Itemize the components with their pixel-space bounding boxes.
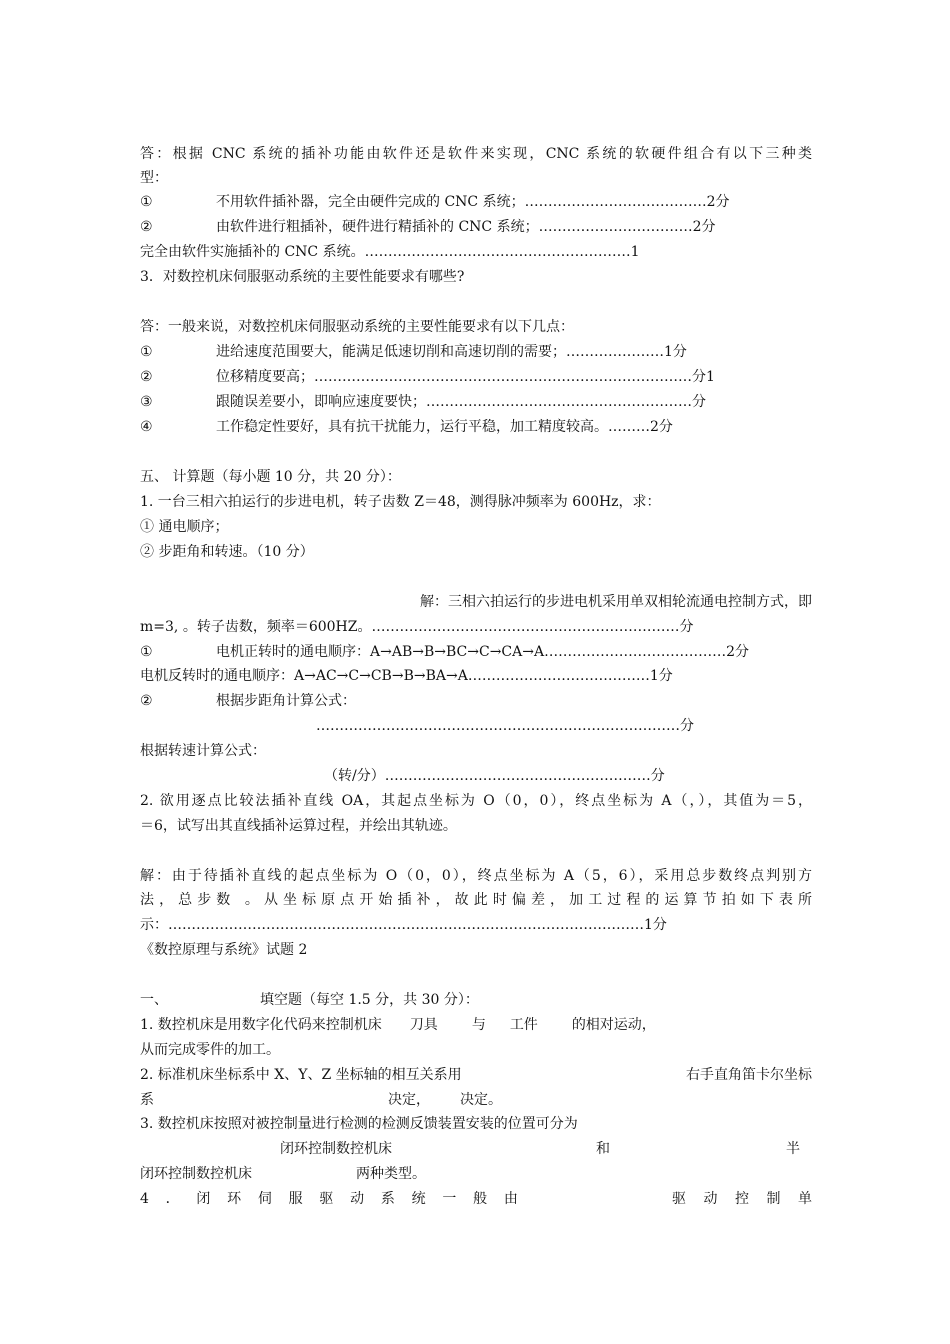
fill-question <box>140 1063 812 1088</box>
char: 统 <box>411 1191 426 1207</box>
char: 伺 <box>257 1191 272 1207</box>
section-heading: 五、 计算题（每小题 10 分，共 20 分）： <box>140 469 401 485</box>
answer-item <box>140 689 812 714</box>
section-number: 一、 <box>140 992 168 1008</box>
question-text: 决定。 <box>460 1092 502 1108</box>
question-line: 1. 一台三相六拍运行的步进电机，转子齿数 Z＝48，测得脉冲频率为 600Hz，求： <box>140 494 661 510</box>
fill-question: 从而完成零件的加工。 <box>140 1042 280 1058</box>
item-text: 电机正转时的通电顺序：A→AB→B→BC→C→CA→A…………………………………2分 <box>216 644 749 660</box>
item-text: 工作稳定性要好，具有抗干扰能力，运行平稳，加工精度较高。………2分 <box>216 419 673 435</box>
question-text: 1. 数控机床是用数字化代码来控制机床 <box>140 1017 382 1033</box>
answer-item <box>140 640 812 665</box>
question-text: 系 <box>140 1092 154 1108</box>
fill-question <box>140 1162 812 1187</box>
question-line: ② 步距角和转速。（10 分） <box>140 544 314 560</box>
question-line: 3．对数控机床伺服驱动系统的主要性能要求有哪些? <box>140 269 465 285</box>
answer-line: 根据转速计算公式： <box>140 743 266 759</box>
char: 由 <box>503 1191 518 1207</box>
question-text: 两种类型。 <box>356 1166 426 1182</box>
item-number: ② <box>140 219 153 235</box>
item-text: 根据步距角计算公式： <box>216 693 356 709</box>
section-heading <box>140 988 812 1013</box>
answer-line: m=3, 。转子齿数，频率＝600HZ。…………………………………………………………分 <box>140 619 694 635</box>
char: 一 <box>442 1191 457 1207</box>
answer-item <box>140 215 812 240</box>
item-number: ② <box>140 369 153 385</box>
char: 闭 <box>196 1191 211 1207</box>
section-title: 填空题（每空 1.5 分，共 30 分）： <box>260 992 479 1008</box>
item-number: ② <box>140 693 153 709</box>
answer-line: 示：…………………………………………………………………………………………1分 <box>140 917 667 933</box>
char: 环 <box>227 1191 242 1207</box>
item-text: 由软件进行粗插补，硬件进行精插补的 CNC 系统；……………………………2分 <box>216 219 716 235</box>
fill-question: 3. 数控机床按照对被控制量进行检测的检测反馈装置安装的位置可分为 <box>140 1116 578 1132</box>
item-number: ③ <box>140 394 153 410</box>
fill-question <box>140 1137 812 1162</box>
item-number: ① <box>140 194 153 210</box>
char: 般 <box>473 1191 488 1207</box>
question-text: 决定， <box>388 1092 430 1108</box>
item-number: ① <box>140 644 153 660</box>
question-text: 的相对运动， <box>571 1017 656 1033</box>
char: 动 <box>350 1191 365 1207</box>
char: 制 <box>766 1191 781 1207</box>
answer-item <box>140 365 812 390</box>
char: ． <box>165 1191 180 1207</box>
answer-blank-spaced <box>672 1187 812 1212</box>
question-line: 2. 欲用逐点比较法插补直线 OA，其起点坐标为 O（0，0），终点坐标为 A（，），其值为＝5， <box>140 793 812 809</box>
fill-question <box>140 1088 812 1113</box>
question-line: ① 通电顺序； <box>140 519 229 535</box>
answer-line: （转/分）…………………………………………………分 <box>324 768 665 784</box>
answer-line: 电机反转时的通电顺序：A→AC→C→CB→B→BA→A…………………………………1分 <box>140 668 673 684</box>
char: 4 <box>140 1191 149 1207</box>
answer-line: 解：由于待插补直线的起点坐标为 O（0，0），终点坐标为 A（5，6），采用总步数终点判别方 <box>140 868 812 884</box>
char: 驱 <box>319 1191 334 1207</box>
question-text: 2. 标准机床坐标系中 X、Y、Z 坐标轴的相互关系用 <box>140 1067 462 1083</box>
question-text: 和 <box>596 1141 610 1157</box>
item-text: 进给速度范围要大，能满足低速切削和高速切削的需要；…………………1分 <box>216 344 687 360</box>
answer-item <box>140 415 812 440</box>
answer-blank: 闭环控制数控机床 <box>140 1166 252 1182</box>
char: 动 <box>703 1191 718 1207</box>
answer-blank: 右手直角笛卡尔坐标 <box>686 1067 812 1083</box>
answer-line: 答：根据 CNC 系统的插补功能由软件还是软件来实现，CNC 系统的软硬件组合有以下三种类 <box>140 146 812 162</box>
exam-title: 《数控原理与系统》试题 2 <box>140 942 308 958</box>
answer-line: 法，总步数 。从坐标原点开始插补，故此时偏差，加工过程的运算节拍如下表所 <box>140 892 812 908</box>
answer-line: 型： <box>140 170 168 186</box>
answer-item <box>140 390 812 415</box>
answer-item <box>140 190 812 215</box>
question-line: ＝6，试写出其直线插补运算过程，并绘出其轨迹。 <box>140 818 457 834</box>
answer-line: 解：三相六拍运行的步进电机采用单双相轮流通电控制方式，即 <box>420 594 812 610</box>
answer-blank: 刀具 <box>409 1017 438 1033</box>
item-text: 不用软件插补器，完全由硬件完成的 CNC 系统；…………………………………2分 <box>216 194 730 210</box>
answer-line: ……………………………………………………………………分 <box>316 718 694 734</box>
char: 驱 <box>672 1191 686 1207</box>
question-text-spaced <box>140 1187 518 1212</box>
answer-line: 完全由软件实施插补的 CNC 系统。…………………………………………………1 <box>140 244 640 260</box>
fill-question <box>140 1187 812 1212</box>
item-text: 跟随误差要小，即响应速度要快；…………………………………………………分 <box>216 394 706 410</box>
char: 系 <box>380 1191 395 1207</box>
item-number: ① <box>140 344 153 360</box>
answer-blank: 工件 <box>509 1017 538 1033</box>
item-number: ④ <box>140 419 153 435</box>
answer-line: 答：一般来说，对数控机床伺服驱动系统的主要性能要求有以下几点： <box>140 319 574 335</box>
item-text: 位移精度要高；………………………………………………………………………分1 <box>216 369 715 385</box>
char: 控 <box>735 1191 749 1207</box>
question-text: 与 <box>471 1017 486 1033</box>
char: 服 <box>288 1191 303 1207</box>
question-text: 半 <box>786 1141 800 1157</box>
char: 单 <box>798 1191 812 1207</box>
answer-item <box>140 340 812 365</box>
fill-question <box>140 1013 812 1038</box>
answer-blank: 闭环控制数控机床 <box>280 1141 392 1157</box>
